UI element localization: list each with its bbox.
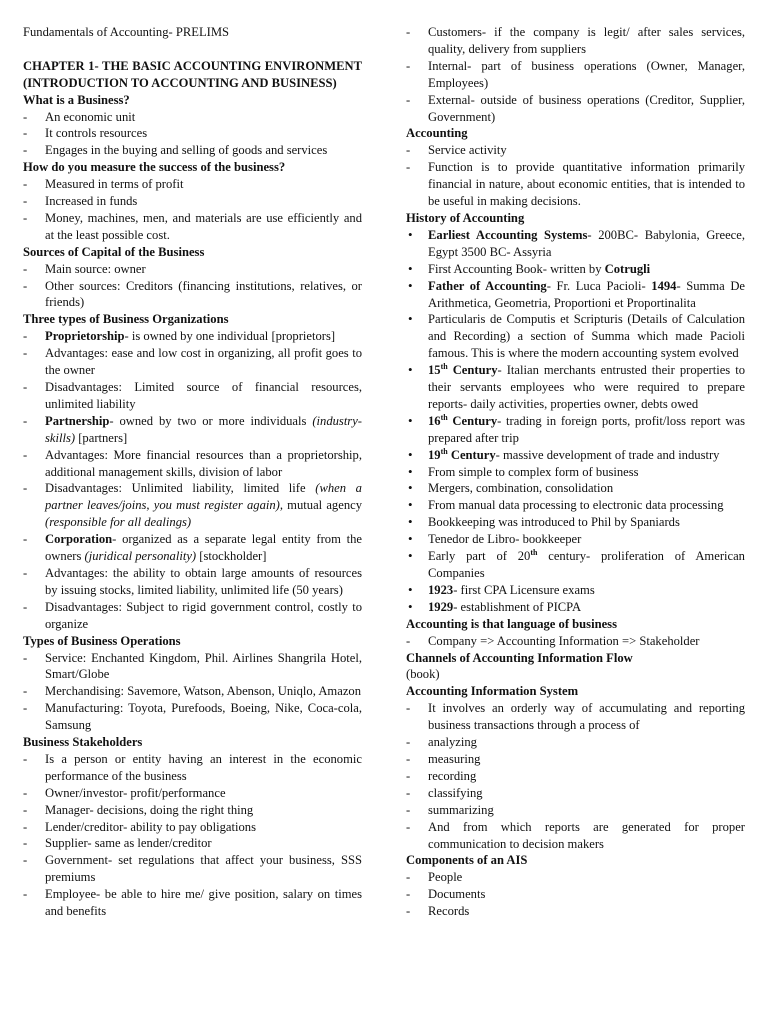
section-heading-capital: Sources of Capital of the Business xyxy=(23,244,205,259)
list-item: - Increased in funds xyxy=(23,194,138,209)
document-title: Fundamentals of Accounting- PRELIMS xyxy=(23,25,230,39)
list-item: - measuring xyxy=(406,751,481,766)
list-item: - Government- set regulations that affect your business, SSS premiums xyxy=(23,853,362,885)
section-heading-stakeholders: Business Stakeholders xyxy=(23,735,143,750)
section-heading-channels: Channels of Accounting Information Flow xyxy=(406,650,633,665)
list-item: - Owner/investor- profit/performance xyxy=(23,785,226,800)
list-item: - Manufacturing: Toyota, Purefoods, Boeing, Nike, Coca-cola, Samsung xyxy=(23,701,362,733)
list-item: - Engages in the buying and selling of goods and services xyxy=(23,143,328,158)
list-item: - Disadvantages: Subject to rigid government control, costly to organize xyxy=(23,599,362,631)
bullet-item: • Early part of 20th century- proliferation of American Companies xyxy=(408,547,745,580)
bullet-item: • Particularis de Computis et Scripturis (Details of Calculation and Recording) a section of Summa which made Pacioli famous. This is where the modern accounting system evolved xyxy=(408,311,745,361)
list-item: - Measured in terms of profit xyxy=(23,177,184,192)
list-item: - Supplier- same as lender/creditor xyxy=(23,836,212,851)
bullet-item: • Tenedor de Libro- bookkeeper xyxy=(408,531,582,547)
list-item: - Function is to provide quantitative information primarily financial in nature, about economic entities, that is intended to be useful in making decisions. xyxy=(406,160,745,209)
bullet-item: • First Accounting Book- written by Cotrugli xyxy=(408,260,651,276)
bullet-item: • 15th Century- Italian merchants entrusted their properties to their servants employees who were required to prepare reports- daily activities, properties owner, debts owed xyxy=(408,361,745,411)
bullet-item: • Bookkeeping was introduced to Phil by Spaniards xyxy=(408,514,680,530)
list-item: - Disadvantages: Limited source of financial resources, unlimited liability xyxy=(23,380,362,411)
section-heading-ais: Accounting Information System xyxy=(406,684,579,699)
list-item: - Employee- be able to hire me/ give position, salary on times and benefits xyxy=(23,887,362,919)
list-item: - classifying xyxy=(406,785,483,800)
channels-text: (book) xyxy=(406,667,440,682)
bullet-item: • Mergers, combination, consolidation xyxy=(408,480,614,496)
bullet-item: • From simple to complex form of business xyxy=(408,463,639,479)
list-item: - Service: Enchanted Kingdom, Phil. Airlines Shangrila Hotel, Smart/Globe xyxy=(23,650,362,682)
list-item: - Customers- if the company is legit/ after sales services, quality, delivery from suppliers xyxy=(406,25,745,56)
bullet-item: • 1929- establishment of PICPA xyxy=(408,598,582,614)
section-heading-operations: Types of Business Operations xyxy=(23,633,181,648)
list-item: - Lender/creditor- ability to pay obligations xyxy=(23,819,256,834)
list-item: - An economic unit xyxy=(23,109,136,124)
list-item: - Main source: owner xyxy=(23,261,146,276)
list-item: - Records xyxy=(406,904,470,919)
list-item: - External- outside of business operations (Creditor, Supplier, Government) xyxy=(406,92,745,124)
chapter-heading: CHAPTER 1- THE BASIC ACCOUNTING ENVIRONMENT (INTRODUCTION TO ACCOUNTING AND BUSINESS) xyxy=(23,58,362,90)
list-item: - Other sources: Creditors (financing institutions, relatives, or friends) xyxy=(23,278,362,310)
bullet-item: • 1923- first CPA Licensure exams xyxy=(408,581,595,597)
list-item-corporation: - Corporation- organized as a separate legal entity from the owners (juridical personality) [stockholder] xyxy=(23,532,362,564)
right-column xyxy=(406,24,745,920)
section-heading-components: Components of an AIS xyxy=(406,853,528,868)
section-heading-history: History of Accounting xyxy=(406,210,525,225)
list-item: - Documents xyxy=(406,887,486,902)
list-item: - summarizing xyxy=(406,802,494,817)
list-item-proprietorship: - Proprietorship- is owned by one individual [proprietors] xyxy=(23,329,336,344)
bullet-item: • 19th Century- massive development of trade and industry xyxy=(408,446,720,462)
list-item: - Merchandising: Savemore, Watson, Abenson, Uniqlo, Amazon xyxy=(23,684,361,699)
list-item: - Internal- part of business operations (Owner, Manager, Employees) xyxy=(406,58,745,90)
list-item: - It controls resources xyxy=(23,126,148,141)
list-item: - Company => Accounting Information => Stakeholder xyxy=(406,633,700,648)
list-item: - Money, machines, men, and materials are use efficiently and at the least possible cost. xyxy=(23,210,362,242)
list-item: - It involves an orderly way of accumulating and reporting business transactions through a process of xyxy=(406,701,745,733)
list-item: - Disadvantages: Unlimited liability, limited life (when a partner leaves/joins, you must register again), mutual agency (responsible for all dealings) xyxy=(23,481,362,530)
bullet-item: • 16th Century- trading in foreign ports, profit/loss report was prepared after trip xyxy=(408,412,745,445)
list-item: - And from which reports are generated for proper communication to decision makers xyxy=(406,819,745,851)
left-column xyxy=(23,24,362,920)
list-item: - analyzing xyxy=(406,735,477,750)
list-item: - Manager- decisions, doing the right thing xyxy=(23,802,254,817)
section-heading-accounting: Accounting xyxy=(406,126,468,141)
section-heading-org-types: Three types of Business Organizations xyxy=(23,312,229,327)
list-item: - Service activity xyxy=(406,143,507,158)
bullet-item: • Earliest Accounting Systems- 200BC- Babylonia, Greece, Egypt 3500 BC- Assyria xyxy=(408,226,745,259)
list-item: - Advantages: More financial resources than a proprietorship, additional management skills, division of labor xyxy=(23,447,362,479)
bullet-item: • Father of Accounting- Fr. Luca Pacioli- 1494- Summa De Arithmetica, Geometria, Proportioni et Proportinalita xyxy=(408,277,745,310)
list-item: - Advantages: the ability to obtain large amounts of resources by issuing stocks, limited liability, unlimited life (50 years) xyxy=(23,565,362,597)
section-heading-language: Accounting is that language of business xyxy=(406,616,617,631)
list-item: - recording xyxy=(406,768,477,783)
list-item: - People xyxy=(406,870,463,885)
bullet-item: • From manual data processing to electronic data processing xyxy=(408,497,724,513)
section-heading-what-is-business: What is a Business? xyxy=(23,92,130,107)
list-item: - Advantages: ease and low cost in organizing, all profit goes to the owner xyxy=(23,346,362,378)
section-heading-measure-success: How do you measure the success of the business? xyxy=(23,160,286,175)
list-item: - Is a person or entity having an interest in the economic performance of the business xyxy=(23,751,362,783)
list-item-partnership: - Partnership- owned by two or more individuals (industry- skills) [partners] xyxy=(23,413,362,445)
